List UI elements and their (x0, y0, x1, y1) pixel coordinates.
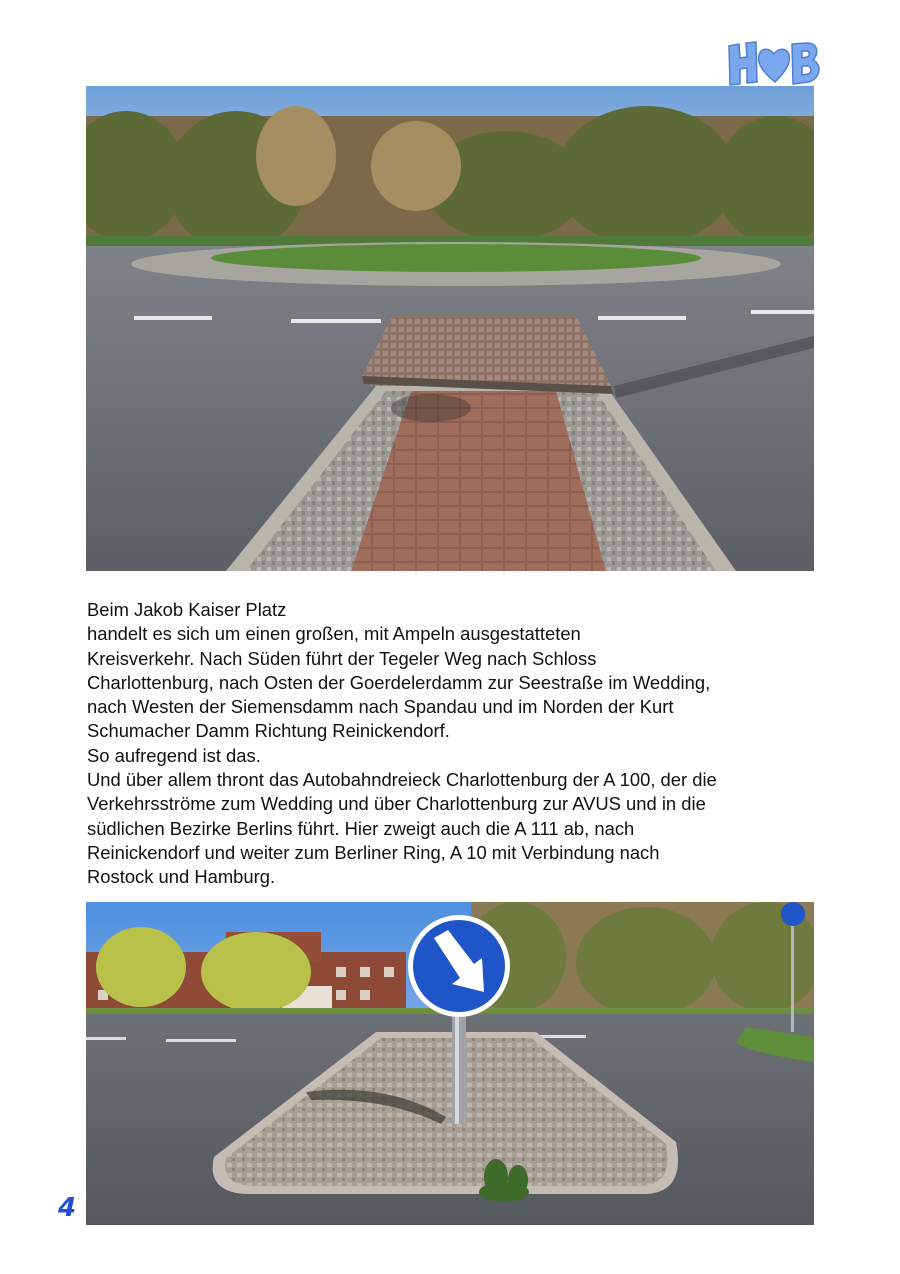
article-text (87, 598, 827, 890)
article-line: handelt es sich um einen großen, mit Ampeln ausgestatteten (87, 623, 581, 645)
photo-roundabout-island (86, 86, 814, 571)
photo-keep-right-sign (86, 902, 814, 1225)
article-line: Verkehrsströme zum Wedding und über Charlottenburg zur AVUS und in die (87, 793, 706, 815)
article-line: nach Westen der Siemensdamm nach Spandau und im Norden der Kurt (87, 696, 674, 718)
article-line: südlichen Bezirke Berlins führt. Hier zweigt auch die A 111 ab, nach (87, 817, 635, 839)
page-number: 4 (58, 1193, 77, 1223)
article-line: Schumacher Damm Richtung Reinickendorf. (87, 720, 450, 742)
article-line: Beim Jakob Kaiser Platz (87, 599, 287, 620)
article-line: Kreisverkehr. Nach Süden führt der Tegeler Weg nach Schloss (87, 647, 597, 669)
article-line: Rostock und Hamburg. (87, 866, 276, 888)
article-line: So aufregend ist das. (87, 744, 261, 766)
article-line: Charlottenburg, nach Osten der Goerdelerdamm zur Seestraße im Wedding, (87, 671, 711, 693)
article-line: Reinickendorf und weiter zum Berliner Ring, A 10 mit Verbindung nach (87, 841, 660, 863)
article-line: Und über allem thront das Autobahndreieck Charlottenburg der A 100, der die (87, 769, 717, 791)
hvb-logo (725, 38, 823, 88)
